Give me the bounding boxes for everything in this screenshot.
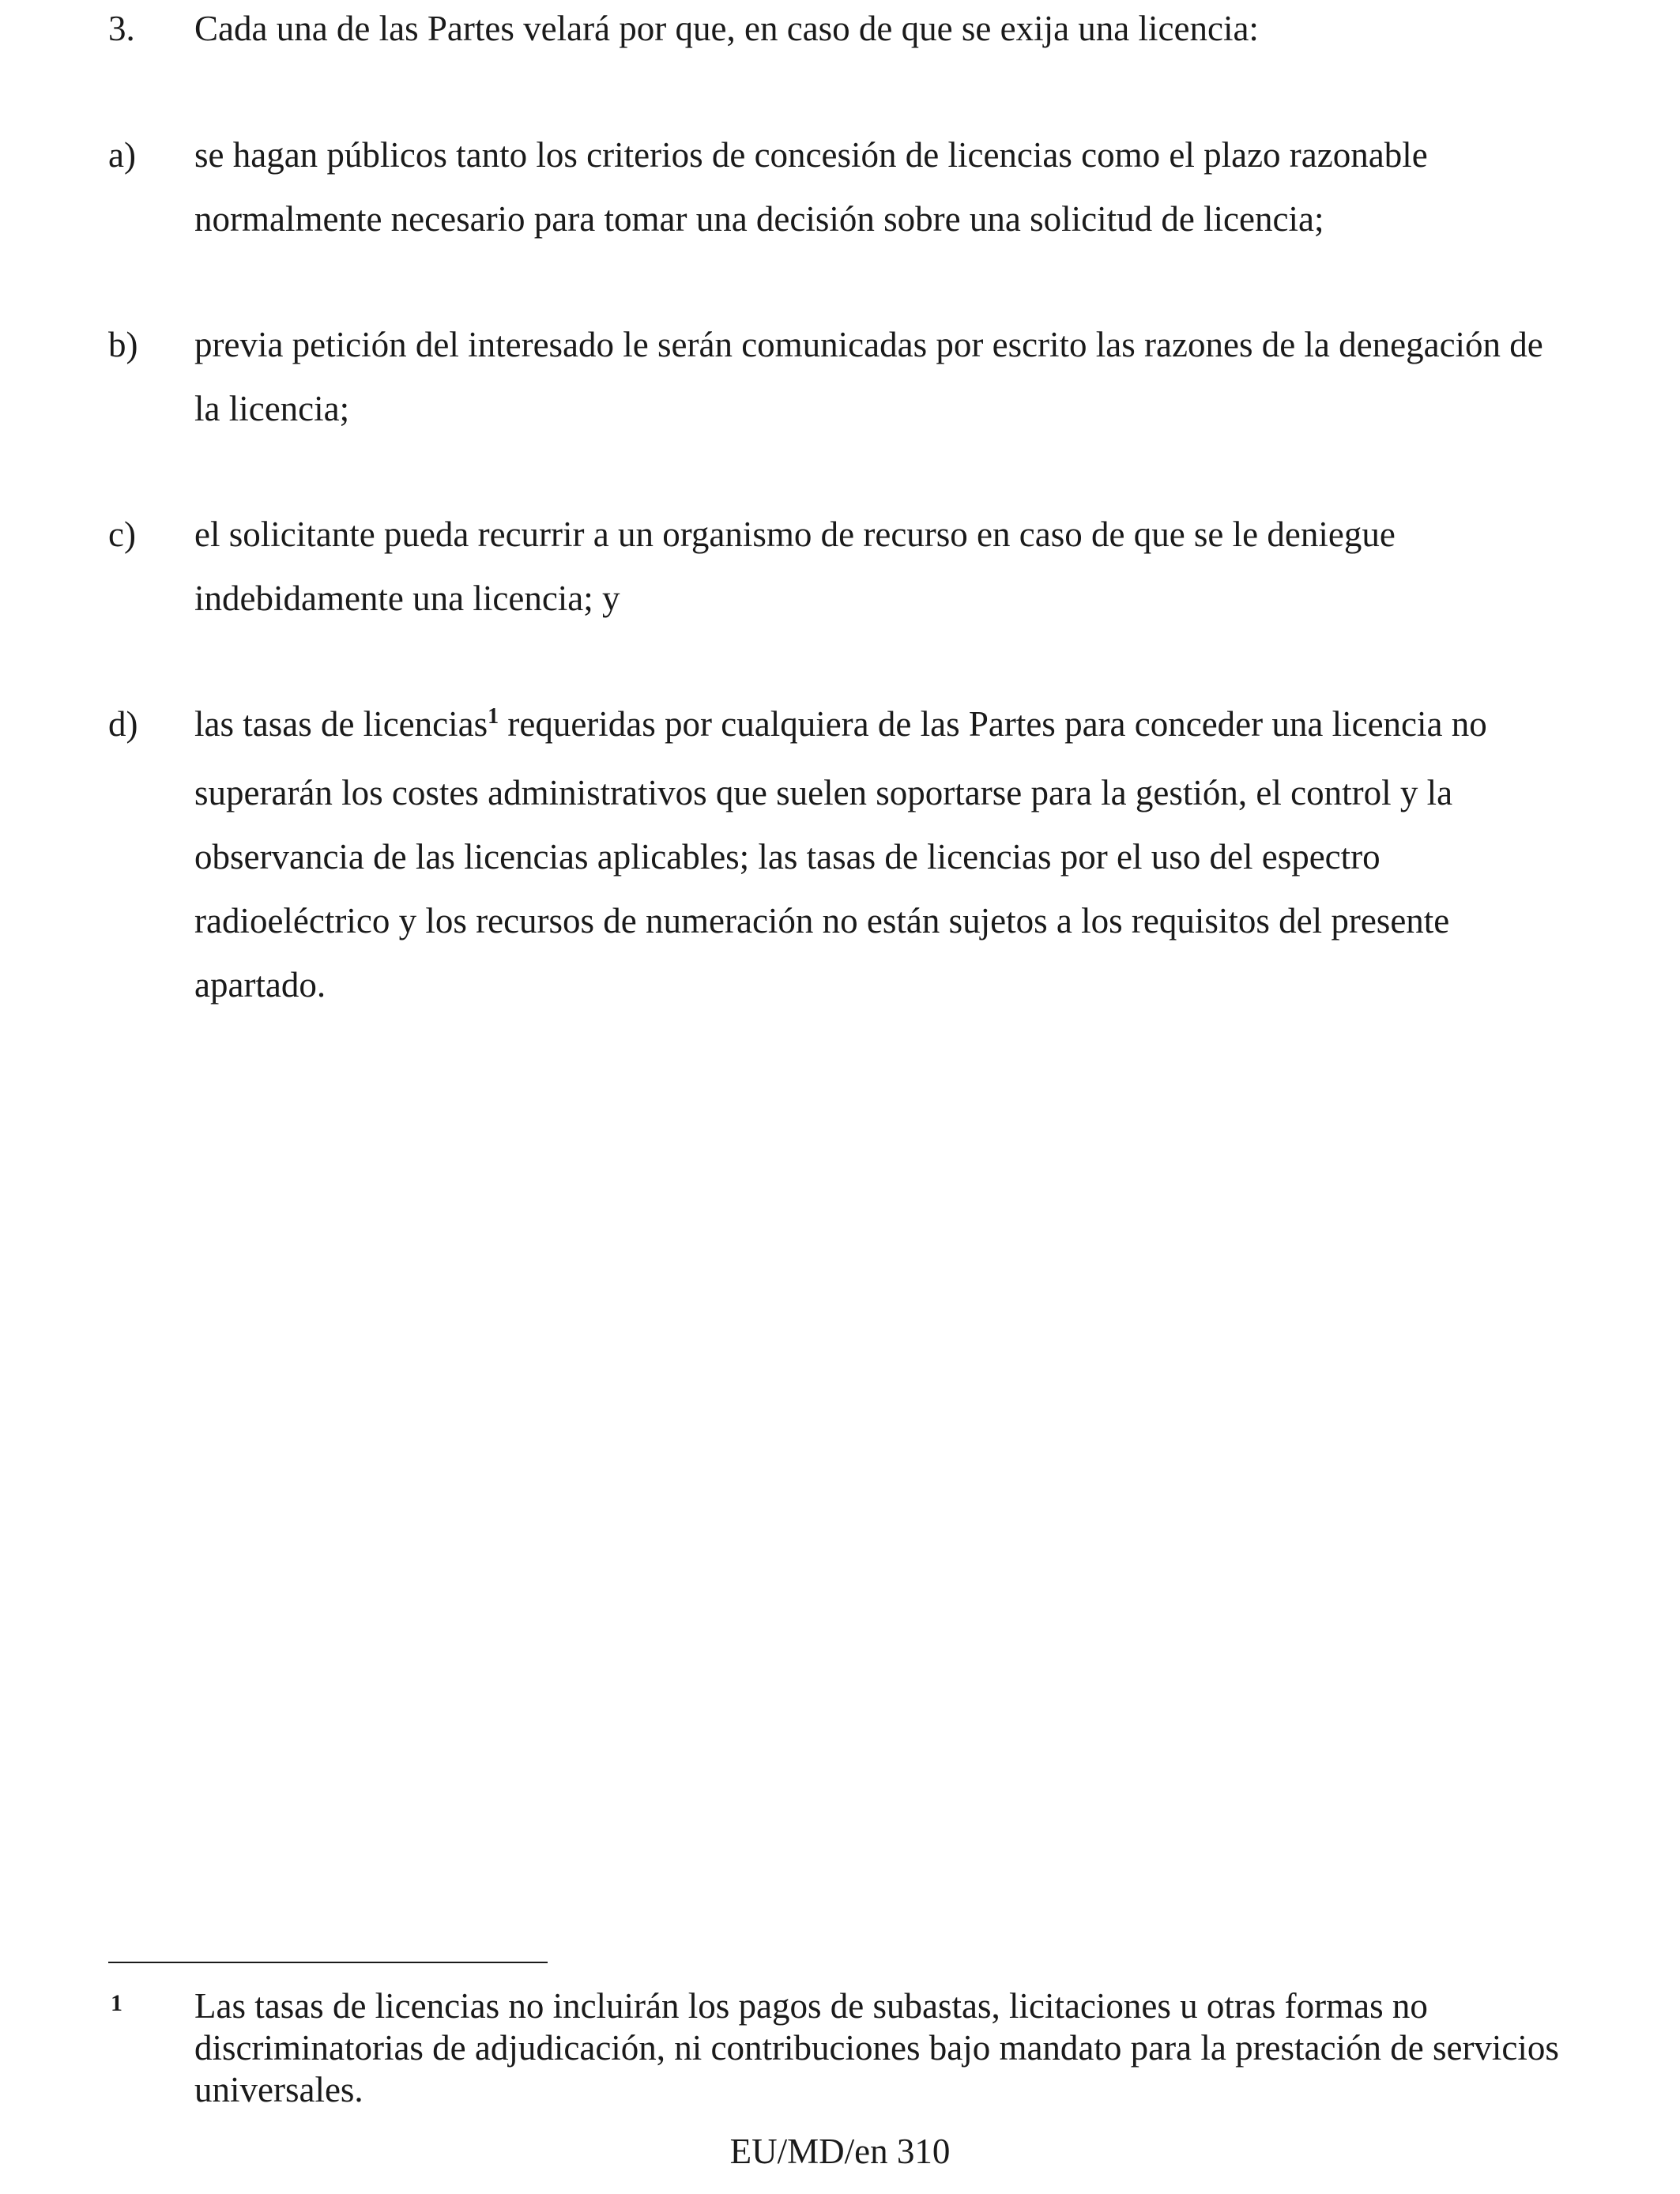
- paragraph-text: Cada una de las Partes velará por que, en caso de que se exija una licencia:: [194, 9, 1259, 48]
- list-item-label: b): [108, 325, 138, 364]
- list-item-text: se hagan públicos tanto los criterios de concesión de licencias como el plazo razonable normalmente necesario para tomar una decisión sobre una solicitud de licencia;: [194, 135, 1428, 239]
- footnote-separator: [108, 1962, 548, 1963]
- list-item-text: el solicitante pueda recurrir a un organismo de recurso en caso de que se le deniegue indebidamente una licencia; y: [194, 515, 1396, 618]
- footnote-reference[interactable]: 1: [488, 704, 499, 729]
- footnote-mark: 1: [111, 1990, 122, 2016]
- list-item-text: [194, 692, 1569, 1017]
- list-item-label: d): [108, 704, 138, 744]
- list-item-label: c): [108, 515, 136, 554]
- page-reference: EU/MD/en 310: [729, 2132, 951, 2171]
- footnote-text: Las tasas de licencias no incluirán los pagos de subastas, licitaciones u otras formas no discriminatorias de adjudicación, ni contribuciones bajo mandato para la prestación de servicios universales.: [194, 1986, 1559, 2109]
- list-item-text: previa petición del interesado le serán comunicadas por escrito las razones de la denegación de la licencia;: [194, 325, 1543, 428]
- list-item-label: a): [108, 135, 136, 175]
- paragraph-number: 3.: [108, 9, 135, 48]
- list-item-text-start: las tasas de licencias: [194, 704, 488, 744]
- list-item-text-rest: requeridas por cualquiera de las Partes para conceder una licencia no superarán los costes administrativos que suelen soportarse para la gestión, el control y la observancia de las licencias aplicables; las tasas de licencias por el uso del espectro radioeléctrico y los recursos de numeración no están sujetos a los requisitos del presente apartado.: [194, 704, 1487, 1005]
